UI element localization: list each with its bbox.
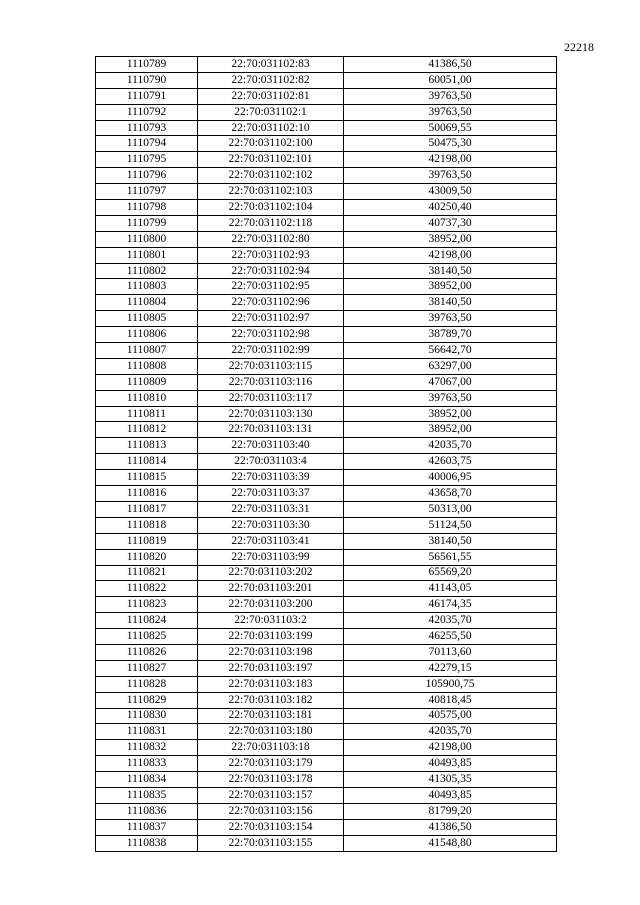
record-number-cell: 1110798 (96, 200, 198, 216)
table-row (96, 343, 557, 359)
record-number-cell: 1110789 (96, 57, 198, 73)
cadastral-number-cell: 22:70:031103:155 (198, 835, 344, 851)
record-number-cell: 1110813 (96, 438, 198, 454)
cadastral-number-cell: 22:70:031103:18 (198, 740, 344, 756)
table-row (96, 184, 557, 200)
cadastral-number-cell: 22:70:031103:201 (198, 581, 344, 597)
cadastral-number-cell: 22:70:031102:101 (198, 152, 344, 168)
cadastral-number-cell: 22:70:031102:102 (198, 168, 344, 184)
value-cell: 60051,00 (344, 72, 557, 88)
value-cell: 41386,50 (344, 819, 557, 835)
cadastral-number-cell: 22:70:031103:179 (198, 756, 344, 772)
table-row (96, 374, 557, 390)
cadastral-number-cell: 22:70:031103:30 (198, 517, 344, 533)
value-cell: 40737,30 (344, 215, 557, 231)
value-cell: 38952,00 (344, 406, 557, 422)
record-number-cell: 1110806 (96, 327, 198, 343)
record-number-cell: 1110819 (96, 533, 198, 549)
value-cell: 40818,45 (344, 692, 557, 708)
table-row (96, 692, 557, 708)
table-row (96, 88, 557, 104)
record-number-cell: 1110801 (96, 247, 198, 263)
table-row (96, 803, 557, 819)
cadastral-number-cell: 22:70:031102:95 (198, 279, 344, 295)
record-number-cell: 1110816 (96, 486, 198, 502)
cadastral-number-cell: 22:70:031102:100 (198, 136, 344, 152)
value-cell: 81799,20 (344, 803, 557, 819)
record-number-cell: 1110812 (96, 422, 198, 438)
value-cell: 38952,00 (344, 279, 557, 295)
record-number-cell: 1110795 (96, 152, 198, 168)
table-row (96, 772, 557, 788)
record-number-cell: 1110830 (96, 708, 198, 724)
cadastral-number-cell: 22:70:031103:199 (198, 629, 344, 645)
table-row (96, 438, 557, 454)
cadastral-number-cell: 22:70:031103:156 (198, 803, 344, 819)
value-cell: 39763,50 (344, 168, 557, 184)
table-row (96, 231, 557, 247)
table-row (96, 486, 557, 502)
value-cell: 42198,00 (344, 247, 557, 263)
cadastral-number-cell: 22:70:031103:200 (198, 597, 344, 613)
value-cell: 56561,55 (344, 549, 557, 565)
record-number-cell: 1110797 (96, 184, 198, 200)
value-cell: 65569,20 (344, 565, 557, 581)
value-cell: 39763,50 (344, 390, 557, 406)
table-row (96, 660, 557, 676)
cadastral-number-cell: 22:70:031103:182 (198, 692, 344, 708)
cadastral-number-cell: 22:70:031103:39 (198, 470, 344, 486)
record-number-cell: 1110807 (96, 343, 198, 359)
value-cell: 46255,50 (344, 629, 557, 645)
cadastral-number-cell: 22:70:031103:202 (198, 565, 344, 581)
record-number-cell: 1110831 (96, 724, 198, 740)
record-number-cell: 1110800 (96, 231, 198, 247)
table-row (96, 724, 557, 740)
table-row (96, 597, 557, 613)
value-cell: 39763,50 (344, 104, 557, 120)
page-number: 22218 (564, 40, 594, 54)
record-number-cell: 1110822 (96, 581, 198, 597)
value-cell: 70113,60 (344, 644, 557, 660)
record-number-cell: 1110804 (96, 295, 198, 311)
table-row (96, 629, 557, 645)
record-number-cell: 1110836 (96, 803, 198, 819)
value-cell: 41143,05 (344, 581, 557, 597)
cadastral-number-cell: 22:70:031102:96 (198, 295, 344, 311)
record-number-cell: 1110828 (96, 676, 198, 692)
value-cell: 39763,50 (344, 311, 557, 327)
value-cell: 38952,00 (344, 422, 557, 438)
table-row (96, 787, 557, 803)
value-cell: 42198,00 (344, 740, 557, 756)
cadastral-number-cell: 22:70:031102:81 (198, 88, 344, 104)
table-row (96, 406, 557, 422)
value-cell: 42035,70 (344, 438, 557, 454)
table-row (96, 835, 557, 851)
cadastral-number-cell: 22:70:031103:115 (198, 358, 344, 374)
value-cell: 43009,50 (344, 184, 557, 200)
record-number-cell: 1110827 (96, 660, 198, 676)
cadastral-number-cell: 22:70:031102:99 (198, 343, 344, 359)
value-cell: 40493,85 (344, 756, 557, 772)
record-number-cell: 1110833 (96, 756, 198, 772)
value-cell: 51124,50 (344, 517, 557, 533)
value-cell: 38140,50 (344, 533, 557, 549)
table-row (96, 358, 557, 374)
cadastral-number-cell: 22:70:031102:82 (198, 72, 344, 88)
table-row (96, 454, 557, 470)
record-number-cell: 1110825 (96, 629, 198, 645)
table-row (96, 533, 557, 549)
table-row (96, 168, 557, 184)
cadastral-number-cell: 22:70:031102:83 (198, 57, 344, 73)
record-number-cell: 1110809 (96, 374, 198, 390)
record-number-cell: 1110837 (96, 819, 198, 835)
value-cell: 42279,15 (344, 660, 557, 676)
cadastral-number-cell: 22:70:031103:131 (198, 422, 344, 438)
cadastral-number-cell: 22:70:031103:116 (198, 374, 344, 390)
record-number-cell: 1110805 (96, 311, 198, 327)
record-number-cell: 1110832 (96, 740, 198, 756)
value-cell: 50069,55 (344, 120, 557, 136)
record-number-cell: 1110815 (96, 470, 198, 486)
record-number-cell: 1110829 (96, 692, 198, 708)
table-row (96, 581, 557, 597)
table-row (96, 517, 557, 533)
value-cell: 47067,00 (344, 374, 557, 390)
cadastral-number-cell: 22:70:031102:103 (198, 184, 344, 200)
value-cell: 38140,50 (344, 263, 557, 279)
record-number-cell: 1110817 (96, 501, 198, 517)
cadastral-number-cell: 22:70:031103:4 (198, 454, 344, 470)
cadastral-number-cell: 22:70:031103:2 (198, 613, 344, 629)
table-row (96, 57, 557, 73)
table-row (96, 279, 557, 295)
cadastral-number-cell: 22:70:031102:97 (198, 311, 344, 327)
value-cell: 41305,35 (344, 772, 557, 788)
cadastral-number-cell: 22:70:031102:98 (198, 327, 344, 343)
table-body (96, 57, 557, 852)
record-number-cell: 1110826 (96, 644, 198, 660)
value-cell: 40493,85 (344, 787, 557, 803)
record-number-cell: 1110792 (96, 104, 198, 120)
record-number-cell: 1110818 (96, 517, 198, 533)
cadastral-number-cell: 22:70:031103:31 (198, 501, 344, 517)
record-number-cell: 1110820 (96, 549, 198, 565)
cadastral-number-cell: 22:70:031103:37 (198, 486, 344, 502)
table-row (96, 295, 557, 311)
table-row (96, 613, 557, 629)
table-row (96, 263, 557, 279)
table-row (96, 215, 557, 231)
cadastral-number-cell: 22:70:031103:181 (198, 708, 344, 724)
record-number-cell: 1110794 (96, 136, 198, 152)
record-number-cell: 1110835 (96, 787, 198, 803)
record-number-cell: 1110811 (96, 406, 198, 422)
record-number-cell: 1110838 (96, 835, 198, 851)
value-cell: 39763,50 (344, 88, 557, 104)
record-number-cell: 1110808 (96, 358, 198, 374)
cadastral-number-cell: 22:70:031102:118 (198, 215, 344, 231)
cadastral-number-cell: 22:70:031102:10 (198, 120, 344, 136)
record-number-cell: 1110821 (96, 565, 198, 581)
table-row (96, 200, 557, 216)
value-cell: 46174,35 (344, 597, 557, 613)
value-cell: 40575,00 (344, 708, 557, 724)
table-row (96, 819, 557, 835)
cadastral-number-cell: 22:70:031103:99 (198, 549, 344, 565)
table-row (96, 740, 557, 756)
value-cell: 38140,50 (344, 295, 557, 311)
table-row (96, 470, 557, 486)
cadastral-number-cell: 22:70:031103:40 (198, 438, 344, 454)
table-row (96, 549, 557, 565)
value-cell: 43658,70 (344, 486, 557, 502)
table-row (96, 676, 557, 692)
cadastral-number-cell: 22:70:031103:197 (198, 660, 344, 676)
record-number-cell: 1110834 (96, 772, 198, 788)
value-cell: 40250,40 (344, 200, 557, 216)
cadastral-number-cell: 22:70:031103:180 (198, 724, 344, 740)
table-row (96, 756, 557, 772)
value-cell: 105900,75 (344, 676, 557, 692)
record-number-cell: 1110823 (96, 597, 198, 613)
table-row (96, 708, 557, 724)
table-row (96, 247, 557, 263)
value-cell: 42035,70 (344, 613, 557, 629)
cadastral-value-table (95, 56, 557, 852)
value-cell: 38952,00 (344, 231, 557, 247)
value-cell: 56642,70 (344, 343, 557, 359)
record-number-cell: 1110814 (96, 454, 198, 470)
cadastral-number-cell: 22:70:031103:198 (198, 644, 344, 660)
table-row (96, 120, 557, 136)
cadastral-number-cell: 22:70:031103:130 (198, 406, 344, 422)
value-cell: 50313,00 (344, 501, 557, 517)
table-row (96, 422, 557, 438)
cadastral-number-cell: 22:70:031102:94 (198, 263, 344, 279)
cadastral-number-cell: 22:70:031102:80 (198, 231, 344, 247)
record-number-cell: 1110790 (96, 72, 198, 88)
cadastral-number-cell: 22:70:031103:178 (198, 772, 344, 788)
value-cell: 42035,70 (344, 724, 557, 740)
cadastral-number-cell: 22:70:031102:93 (198, 247, 344, 263)
value-cell: 50475,30 (344, 136, 557, 152)
cadastral-number-cell: 22:70:031102:104 (198, 200, 344, 216)
cadastral-number-cell: 22:70:031103:157 (198, 787, 344, 803)
table-row (96, 501, 557, 517)
record-number-cell: 1110799 (96, 215, 198, 231)
cadastral-number-cell: 22:70:031103:154 (198, 819, 344, 835)
table-row (96, 72, 557, 88)
value-cell: 38789,70 (344, 327, 557, 343)
record-number-cell: 1110824 (96, 613, 198, 629)
cadastral-number-cell: 22:70:031103:41 (198, 533, 344, 549)
table-row (96, 390, 557, 406)
table-row (96, 311, 557, 327)
value-cell: 40006,95 (344, 470, 557, 486)
record-number-cell: 1110803 (96, 279, 198, 295)
table-row (96, 327, 557, 343)
record-number-cell: 1110796 (96, 168, 198, 184)
value-cell: 41548,80 (344, 835, 557, 851)
table-row (96, 104, 557, 120)
table-row (96, 136, 557, 152)
table-row (96, 565, 557, 581)
record-number-cell: 1110810 (96, 390, 198, 406)
value-cell: 42198,00 (344, 152, 557, 168)
table-row (96, 644, 557, 660)
value-cell: 41386,50 (344, 57, 557, 73)
record-number-cell: 1110793 (96, 120, 198, 136)
cadastral-number-cell: 22:70:031102:1 (198, 104, 344, 120)
cadastral-number-cell: 22:70:031103:117 (198, 390, 344, 406)
record-number-cell: 1110802 (96, 263, 198, 279)
value-cell: 63297,00 (344, 358, 557, 374)
cadastral-number-cell: 22:70:031103:183 (198, 676, 344, 692)
value-cell: 42603,75 (344, 454, 557, 470)
table-row (96, 152, 557, 168)
record-number-cell: 1110791 (96, 88, 198, 104)
